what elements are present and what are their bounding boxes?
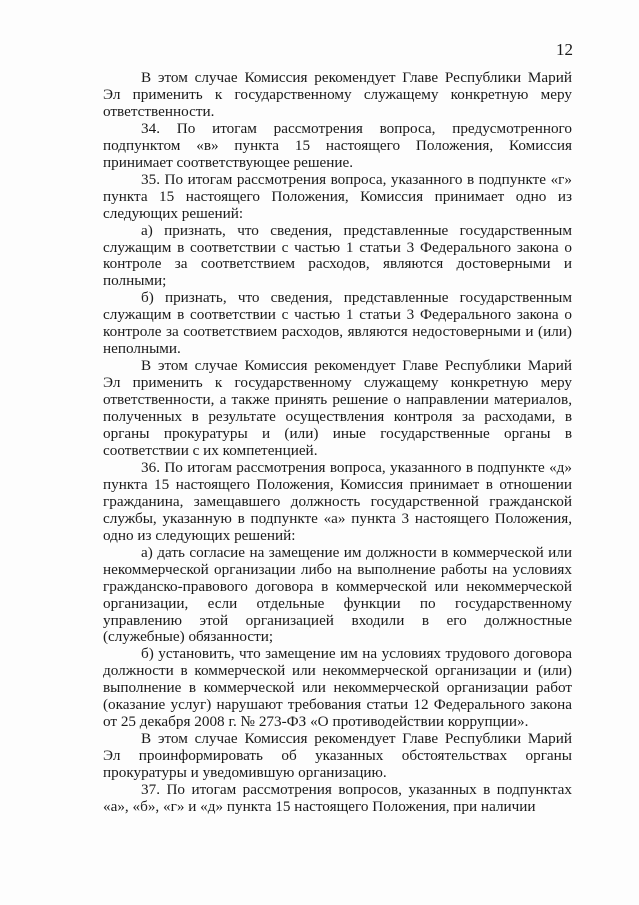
paragraph-item-36-b: б) установить, что замещение им на условиях трудового договора должности в коммерческой или некоммерческой организации и (или) выполнение в коммерческой или некоммерческой организации работ (оказание услуг) нарушают требования статьи 12 Федерального закона от 25 декабря 2008 г. № 273-ФЗ «О противодействии коррупции». (103, 645, 572, 731)
paragraph-item-34: 34. По итогам рассмотрения вопроса, предусмотренного подпунктом «в» пункта 15 настоящего Положения, Комиссия принимает соответствующее решение. (103, 119, 572, 171)
paragraph-item-36: 36. По итогам рассмотрения вопроса, указанного в подпункте «д» пункта 15 настоящего Положения, Комиссия принимает в отношении гражданина, замещавшего должность государственной гражданской службы, указанную в подпункте «а» пункта 3 настоящего Положения, одно из следующих решений: (103, 458, 572, 544)
paragraph-recommendation-1: В этом случае Комиссия рекомендует Главе Республики Марий Эл применить к государственному служащему конкретную меру ответственности. (103, 69, 572, 120)
paragraph-item-35-b: б) признать, что сведения, представленные государственным служащим в соответствии с частью 1 статьи 3 Федерального закона о контроле за соответствием расходов, являются недостоверными и (или) неполными. (103, 289, 572, 358)
document-body (103, 70, 572, 816)
page-number: 12 (556, 40, 573, 59)
paragraph-item-36-a: а) дать согласие на замещение им должности в коммерческой или некоммерческой организации либо на выполнение работы на условиях гражданско-правового договора в коммерческой или некоммерческой организации, если отдельные функции по государственному управлению этой организацией входили в его должностные (служебные) обязанности; (103, 543, 572, 646)
paragraph-item-35: 35. По итогам рассмотрения вопроса, указанного в подпункте «г» пункта 15 настоящего Положения, Комиссия принимает одно из следующих решений: (103, 170, 572, 222)
paragraph-recommendation-3: В этом случае Комиссия рекомендует Главе Республики Марий Эл проинформировать об указанных обстоятельствах органы прокуратуры и уведомившую организацию. (103, 730, 572, 782)
paragraph-item-35-a: а) признать, что сведения, представленные государственным служащим в соответствии с частью 1 статьи 3 Федерального закона о контроле за соответствием расходов, являются достоверными и полными; (103, 221, 572, 290)
paragraph-item-37: 37. По итогам рассмотрения вопросов, указанных в подпунктах «а», «б», «г» и «д» пункта 15 настоящего Положения, при наличии (103, 781, 572, 815)
paragraph-recommendation-2: В этом случае Комиссия рекомендует Главе Республики Марий Эл применить к государственному служащему конкретную меру ответственности, а также принять решение о направлении материалов, полученных в результате осуществления контроля за расходами, в органы прокуратуры и (или) иные государственные органы в соответствии с их компетенцией. (103, 357, 572, 459)
